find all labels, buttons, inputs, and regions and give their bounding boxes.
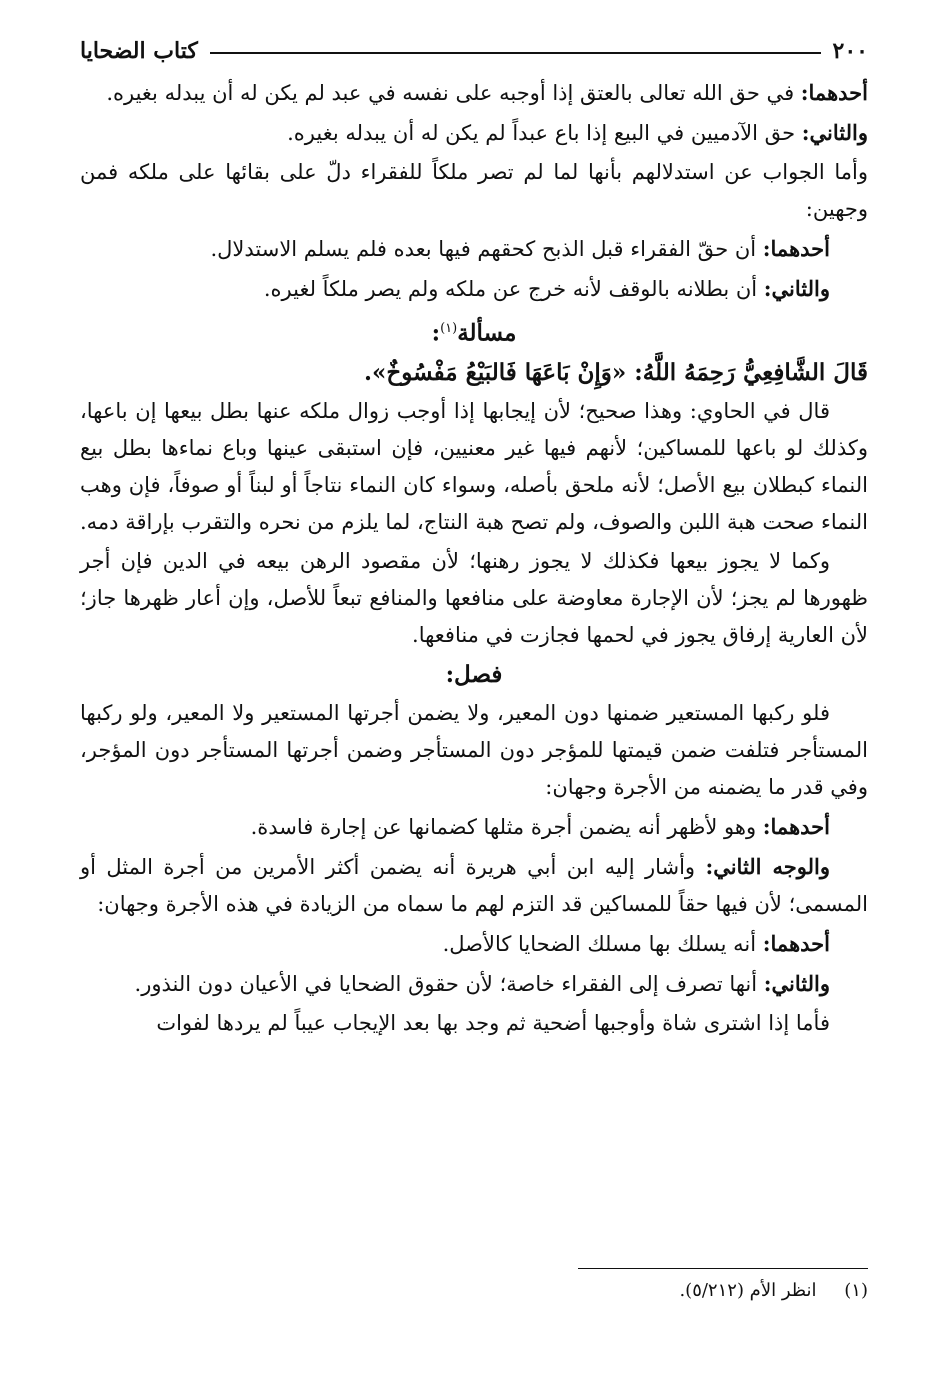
paragraph-7: وكما لا يجوز بيعها فكذلك لا يجوز رهنها؛ لأن مقصود الرهن بيعه في الدين فإن أجر ظهورها لم يجز؛ لأن الإجارة معاوضة على منافعها والمنافع تبعاً للأصل، وإن أعار ظهرها جاز؛ لأن العارية إرفاق يجوز في لحمها فجازت في منافعها. <box>80 548 868 647</box>
paragraph-2-text: حق الآدميين في البيع إذا باع عبداً لم يكن له أن يبدله بغيره. <box>287 121 802 145</box>
paragraph-10 <box>80 848 868 923</box>
paragraph-9 <box>80 808 868 846</box>
footnote-rule <box>578 1268 868 1269</box>
paragraph-3: وأما الجواب عن استدلالهم بأنها لما لم تصر ملكاً للفقراء دلّ على بقائها على ملكه فمن وجهين: <box>80 160 868 221</box>
paragraph-13: فأما إذا اشترى شاة وأوجبها أضحية ثم وجد بها بعد الإيجاب عيباً لم يردها لفوات <box>156 1010 830 1035</box>
paragraph-5-text: أن بطلانه بالوقف لأنه خرج عن ملكه ولم يصر ملكاً لغيره. <box>263 277 764 301</box>
paragraph-4 <box>80 230 868 268</box>
paragraph-11 <box>80 925 868 963</box>
masala-heading-text: مسألة <box>457 319 517 347</box>
header-rule <box>210 52 821 54</box>
page-body <box>80 74 868 1044</box>
footnote-number: (١) <box>844 1280 868 1301</box>
paragraph-12-text: أنها تصرف إلى الفقراء خاصة؛ لأن حقوق الضحايا في الأعيان دون النذور. <box>134 971 764 996</box>
masala-heading-colon: : <box>431 319 441 347</box>
paragraph-5 <box>80 270 868 308</box>
paragraph-11-text: أنه يسلك بها مسلك الضحايا كالأصل. <box>442 931 763 956</box>
masala-heading <box>80 310 868 352</box>
shafii-quote: قَالَ الشَّافِعِيُّ رَحِمَهُ اللَّهُ: «وَإِنْ بَاعَهَا فَالبَيْعُ مَفْسُوخٌ». <box>364 358 868 386</box>
paragraph-11-label: أحدهما: <box>762 930 830 956</box>
paragraph-12-label: والثاني: <box>763 970 830 996</box>
footnote-reference: (١) <box>440 321 458 336</box>
paragraph-2-label: والثاني: <box>801 120 868 145</box>
paragraph-9-text: وهو لأظهر أنه يضمن أجرة مثلها كضمانها عن إجارة فاسدة. <box>250 814 763 839</box>
footnote-text: انظر الأم (٥/٢١٢). <box>679 1280 817 1301</box>
page-number: ٢٠٠ <box>832 38 868 64</box>
paragraph-10-label: والوجه الثاني: <box>705 853 831 879</box>
footnote <box>80 1276 868 1306</box>
paragraph-1-text: في حق الله تعالى بالعتق إذا أوجبه على نفسه في عبد لم يكن له أن يبدله بغيره. <box>106 81 801 105</box>
paragraph-12 <box>80 965 868 1003</box>
paragraph-4-label: أحدهما: <box>762 236 830 261</box>
fasl-heading: فصل: <box>445 660 503 688</box>
paragraph-5-label: والثاني: <box>763 276 830 301</box>
paragraph-10-text: وأشار إليه ابن أبي هريرة أنه يضمن أكثر الأمرين من أجرة المثل أو المسمى؛ لأن فيها حقاً للمساكين قد التزم لهم ما سماه من الزيادة في هذه الأجرة وجهان: <box>80 854 868 916</box>
paragraph-2 <box>80 114 868 152</box>
page-header <box>80 34 868 68</box>
paragraph-9-label: أحدهما: <box>762 813 830 839</box>
paragraph-8: فلو ركبها المستعير ضمنها دون المعير، ولا يضمن أجرتها المستعير ولا المعير، ولو ركبها المستأجر فتلفت ضمن قيمتها للمؤجر دون المستأجر وضمن أجرتها المستأجر دون المؤجر، وفي قدر ما يضمنه من الأجرة وجهان: <box>80 700 868 799</box>
paragraph-1-label: أحدهما: <box>800 80 868 105</box>
paragraph-1 <box>80 74 868 112</box>
book-title: كتاب الضحايا <box>80 38 198 64</box>
paragraph-4-text: أن حقّ الفقراء قبل الذبح كحقهم فيها بعده فلم يسلم الاستدلال. <box>210 237 763 261</box>
paragraph-6: قال في الحاوي: وهذا صحيح؛ لأن إيجابها إذا أوجب زوال ملكه عنها بطل بيعها إن باعها، وكذلك لو باعها للمساكين؛ لأنهم فيها غير معنيين، فإن استبقى عينها وباع نماءها بطل بيع النماء كبطلان بيع الأصل؛ لأنه ملحق بأصله، وسواء كان النماء نتاجاً أو لبناً أو صوفاً، فإن وهب النماء صحت هبة اللبن والصوف، ولم تصح هبة النتاج، لما يلزم من نحره والتقرب بإراقة دمه. <box>79 398 868 534</box>
